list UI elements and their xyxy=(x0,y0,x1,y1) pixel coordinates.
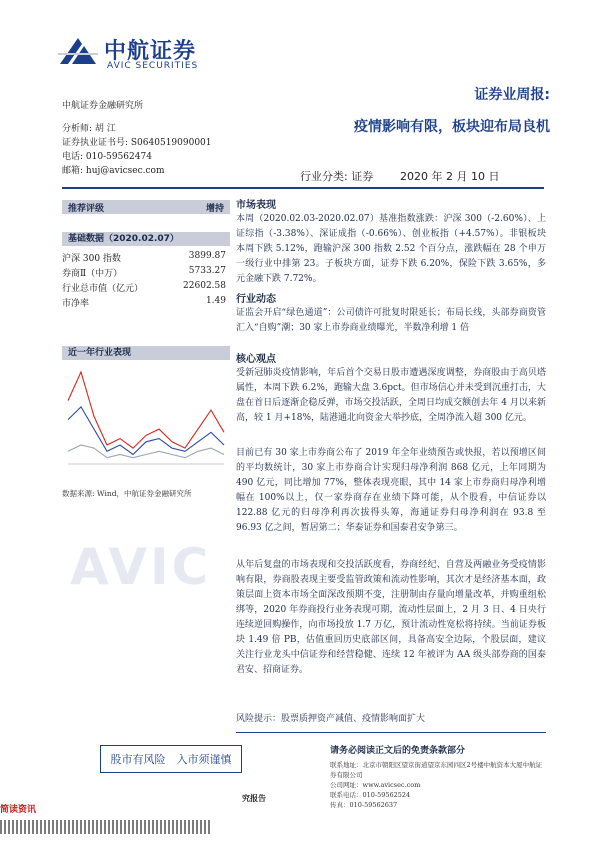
chart-series-line-2 xyxy=(68,445,224,458)
section-views-p1: 受新冠肺炎疫情影响，年后首个交易日股市遭遇深度调整，券商股由于高贝塔属性，本周下跌 6.2%，跑输大盘 3.6pct。但市场信心并未受到沉重打击，大盘在首日后逐渐企稳反弹，市场交投活跃，全周日均成交额创去年 4 月以来新高，较 1 月+18%，陆港通北向资金大举抄底，全周净流入超 300 亿元。 xyxy=(236,368,546,423)
basic-data-row: 市净率 1.49 xyxy=(62,296,226,309)
rating-row xyxy=(62,200,230,214)
contact-fax: 传真：010-59562637 xyxy=(330,801,398,809)
report-date: 2020 年 2 月 10 日 xyxy=(400,170,500,183)
risk-warning: 风险提示：股票质押资产减值、疫情影响面扩大 xyxy=(236,714,426,724)
rating-label: 推荐评级 xyxy=(68,203,105,214)
section-market-text: 本周（2020.02.03-2020.02.07）基准指数涨跌：沪深 300（-2.60%）、上证综指（-3.38%）、深证成指（-0.66%）、创业板指（+4.57%）。非银板块本周下跌 5.12%，跑输沪深 300 指数 2.52 个百分点，涨跌幅在 28 个申万一级行业中排第 23。子板块方面，证券下跌 6.20%，保险下跌 3.65%，多元金融下跌 7.72%。 xyxy=(236,214,546,284)
basic-data-title: 基础数据（2020.02.07） xyxy=(62,232,230,246)
section-industry-text: 证监会开启“绿色通道”：公司债许可批复时限延长；布局长线，头部券商资管汇入“自购”潮；30 家上市券商业绩曝光，半数净利增 1 倍 xyxy=(236,308,546,333)
avic-logo-icon xyxy=(56,36,100,68)
basic-data-row: 行业总市值（亿元） 22602.58 xyxy=(62,281,226,294)
corner-label: 简读资讯 xyxy=(0,805,37,815)
chart-series-line-0 xyxy=(68,372,224,448)
investment-warning-box: 股市有风险 入市须谨慎 xyxy=(100,745,242,773)
report-headline: 疫情影响有限，板块迎布局良机 xyxy=(354,119,550,135)
analyst-email[interactable]: 邮箱: huj@avicsec.com xyxy=(62,166,165,176)
basic-data-row: 券商Ⅱ（中万） 5733.27 xyxy=(62,266,226,279)
brand-watermark: AVIC xyxy=(70,538,212,596)
analyst-block xyxy=(62,122,212,178)
report-type: 证券业周报: xyxy=(474,87,550,103)
contact-address: 联系地址：北京市朝阳区望京街道望京东园四区2号楼中航资本大厦中航证券有限公司 xyxy=(330,761,543,779)
contact-website[interactable]: 公司网址：www.avicsec.com xyxy=(330,781,421,789)
analyst-license: 证券执业证书号: S0640519090001 xyxy=(62,138,212,148)
header-divider xyxy=(62,187,544,189)
risk-divider xyxy=(236,732,546,733)
contact-phone: 联系电话：010-59562524 xyxy=(330,791,411,799)
section-views-title: 核心观点 xyxy=(236,354,276,365)
contact-info xyxy=(330,760,545,810)
section-market-title: 市场表现 xyxy=(236,200,276,211)
chart-title: 近一年行业表现 xyxy=(62,346,230,360)
section-views-p2: 目前已有 30 家上市券商公布了 2019 年全年业绩预告或快报，若以预增区间的平均数统计，30 家上市券商合计实现归母净利润 868 亿元，上年同期为 490 亿元，同比增加 77%，整体表现亮眼，其中 14 家上市券商归母净利增幅在 100%以上，仅一家券商存在业绩下降可能，从个股看，中信证券以 122.88 亿元的归母净利再次拔得头筹，海通证券归母净利润在 93.8 至 96.93 亿之间，暂居第二；华泰证券和国泰君安争第三。 xyxy=(236,448,546,533)
industry-performance-chart xyxy=(62,366,230,474)
brand-name-en: AVIC SECURITIES xyxy=(107,61,199,71)
analyst-phone: 电话: 010-59562474 xyxy=(62,152,152,162)
basic-data-table xyxy=(62,251,226,311)
section-views-p3: 从年后复盘的市场表现和交投活跃度看，券商经纪、自营及两融业务受疫情影响有限，券商股表现主要受监管政策和流动性影响，其次才是经济基本面，政策层面上资本市场全面深改预期不变，注册制由存量向增量改革，并购重组松绑等，2020 年券商投行业务表现可期，流动性层面上，2 月 3 日、4 日央行连续逆回购操作，向市场投放 1.7 万亿，预计流动性宽松将持续。当前证券板块 1.49 倍 PB，估值重回历史底部区间，具备高安全边际，个股层面，建议关注行业龙头中信证券和经营稳健、连续 12 年被评为 AA 级头部券商的国泰君安、招商证券。 xyxy=(236,560,546,675)
disclaimer-title: 请务必阅读正文后的免责条款部分 xyxy=(330,746,466,756)
rating-value: 增持 xyxy=(205,203,224,214)
footer-title: 究报告 xyxy=(242,794,266,803)
section-industry-title: 行业动态 xyxy=(236,294,276,305)
institute-name: 中航证券金融研究所 xyxy=(62,101,144,111)
corner-overlay xyxy=(0,820,210,834)
analyst-name: 分析师: 胡 江 xyxy=(62,124,116,134)
industry-label: 行业分类: 证券 xyxy=(300,170,374,183)
basic-data-row: 沪深 300 指数 3899.87 xyxy=(62,251,226,264)
brand-name: 中航证券 xyxy=(104,39,197,64)
chart-source: 数据来源: Wind，中航证券金融研究所 xyxy=(62,489,192,498)
